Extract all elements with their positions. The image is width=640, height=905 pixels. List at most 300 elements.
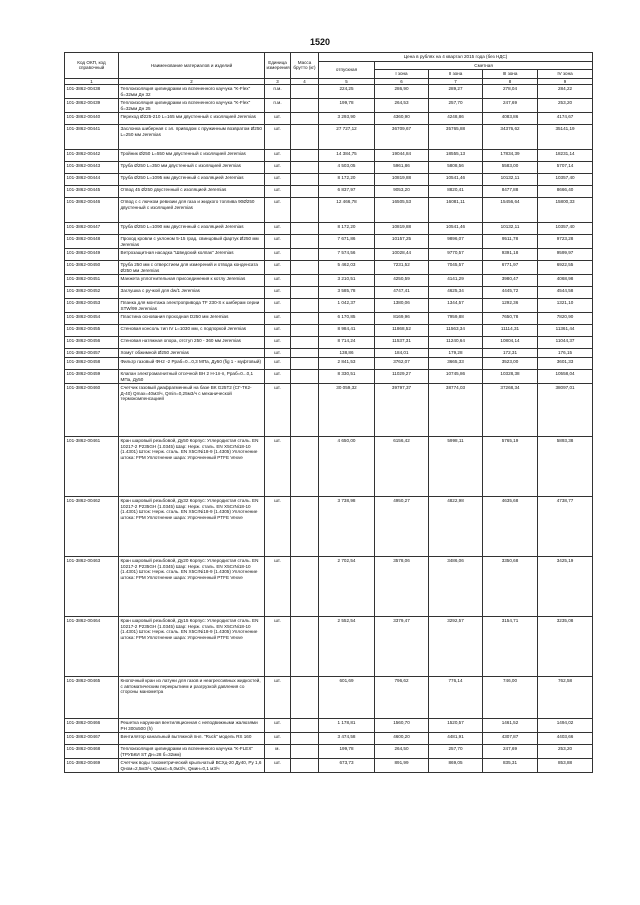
row-zone-iv-price: 5893,38 [538, 437, 593, 497]
row-unit: шт. [265, 677, 291, 719]
table-row [65, 299, 593, 313]
row-name: Ветрозащитная насадка "Шведский колпак" Jeremias [119, 249, 265, 261]
table-row [65, 249, 593, 261]
column-index: 2 [119, 78, 265, 85]
row-code: 101-3862-00467 [65, 733, 119, 745]
row-zone-iii-price: 9511,78 [483, 235, 538, 249]
row-zone-i-price: 1380,06 [375, 299, 429, 313]
row-release-price: 7 671,86 [319, 235, 375, 249]
row-zone-iv-price: 3601,33 [538, 358, 593, 370]
row-release-price: 2 841,53 [319, 358, 375, 370]
row-unit: шт. [265, 325, 291, 337]
row-zone-ii-price: 38774,03 [429, 384, 483, 437]
row-mass [291, 313, 319, 325]
row-mass [291, 677, 319, 719]
row-zone-iv-price: 284,22 [538, 85, 593, 99]
row-code: 101-3862-00464 [65, 617, 119, 677]
row-code: 101-3862-00441 [65, 125, 119, 150]
row-name: Фильтр газовый ФН2 -2 Рраб=0...0,3 МПа, Ду50 (fig 1 - муфтовый) [119, 358, 265, 370]
row-mass [291, 174, 319, 186]
header-zone-iii: III зона [483, 70, 538, 79]
row-zone-ii-price: 4625,34 [429, 287, 483, 299]
table-row [65, 261, 593, 275]
row-zone-iv-price: 4544,58 [538, 287, 593, 299]
row-unit: шт. [265, 275, 291, 287]
row-zone-ii-price: 16081,11 [429, 198, 483, 223]
row-release-price: 8 330,51 [319, 370, 375, 384]
row-unit: шт. [265, 299, 291, 313]
row-release-price: 30 059,32 [319, 384, 375, 437]
row-name: Вентилятор канальный вытяжной пнл. "Ruck" модель RS 160 [119, 733, 265, 745]
row-release-price: 224,25 [319, 85, 375, 99]
table-row [65, 162, 593, 174]
column-index: 5 [319, 78, 375, 85]
row-release-price: 138,86 [319, 349, 375, 358]
row-name: Теплоизоляция цилиндрами из вспененного каучука "K-FLEX" (ТРУБКИ ST Дн=28 б=32мм) [119, 745, 265, 759]
row-zone-i-price: 8169,96 [375, 313, 429, 325]
table-row [65, 99, 593, 113]
row-unit: шт. [265, 186, 291, 198]
row-zone-i-price: 891,99 [375, 759, 429, 773]
table-row [65, 358, 593, 370]
row-name: Отвод с с лючком ревизии для газа и жидкого топлива 90Ø250 двустенный с изоляцией Jeremias [119, 198, 265, 223]
row-code: 101-3862-00450 [65, 261, 119, 275]
row-zone-iii-price: 8477,88 [483, 186, 538, 198]
row-release-price: 5 462,03 [319, 261, 375, 275]
row-zone-ii-price: 18555,13 [429, 150, 483, 162]
row-zone-i-price: 10157,25 [375, 235, 429, 249]
header-mass: Масса брутто (кг) [291, 53, 319, 79]
row-zone-ii-price: 5998,11 [429, 437, 483, 497]
header-release: отпускная [319, 61, 375, 78]
row-zone-iii-price: 278,04 [483, 85, 538, 99]
row-zone-ii-price: 8820,41 [429, 186, 483, 198]
row-name: Клапан электромагнитный отсечной ВН 2 Н-1п-п, Рраб=0...0,1 МПа, Ду50 [119, 370, 265, 384]
row-unit: шт. [265, 617, 291, 677]
row-zone-i-price: 6156,42 [375, 437, 429, 497]
row-zone-iii-price: 172,31 [483, 349, 538, 358]
row-release-price: 2 702,54 [319, 557, 375, 617]
row-zone-ii-price: 776,14 [429, 677, 483, 719]
row-release-price: 3 585,78 [319, 287, 375, 299]
row-unit: шт. [265, 235, 291, 249]
table-row [65, 223, 593, 235]
row-mass [291, 186, 319, 198]
row-zone-i-price: 9053,20 [375, 186, 429, 198]
row-zone-i-price: 36709,67 [375, 125, 429, 150]
row-zone-ii-price: 257,70 [429, 99, 483, 113]
row-zone-ii-price: 35765,88 [429, 125, 483, 150]
header-zone-i: I зона [375, 70, 429, 79]
row-name: Труба Ø250 L=1090 мм двустенный с изоляцией Jeremias [119, 223, 265, 235]
row-zone-i-price: 11537,31 [375, 337, 429, 349]
row-zone-iv-price: 3235,08 [538, 617, 593, 677]
row-mass [291, 125, 319, 150]
row-unit: шт. [265, 313, 291, 325]
row-zone-ii-price: 289,27 [429, 85, 483, 99]
row-zone-i-price: 10028,44 [375, 249, 429, 261]
row-zone-iii-price: 5583,00 [483, 162, 538, 174]
row-unit: шт. [265, 261, 291, 275]
row-release-price: 8 984,41 [319, 325, 375, 337]
table-header [65, 53, 593, 85]
column-index: 7 [429, 78, 483, 85]
column-index: 6 [375, 78, 429, 85]
row-unit: шт. [265, 358, 291, 370]
table-row [65, 617, 593, 677]
row-zone-ii-price: 257,70 [429, 745, 483, 759]
row-zone-iv-price: 38097,01 [538, 384, 593, 437]
row-zone-iii-price: 10132,11 [483, 223, 538, 235]
column-index: 1 [65, 78, 119, 85]
table-row [65, 733, 593, 745]
column-index: 3 [265, 78, 291, 85]
row-zone-iv-price: 1494,02 [538, 719, 593, 733]
row-zone-iv-price: 18231,14 [538, 150, 593, 162]
row-name: Проход кровли с уклоном 5-15 град. свинцовый фартук Ø250 мм Jeremias [119, 235, 265, 249]
row-name: Отвод 45 Ø250 двустенный с изоляцией Jeremias [119, 186, 265, 198]
row-mass [291, 299, 319, 313]
row-release-price: 6 170,85 [319, 313, 375, 325]
row-zone-ii-price: 11563,34 [429, 325, 483, 337]
row-zone-i-price: 3578,06 [375, 557, 429, 617]
row-name: Кран шаровый резьбовой, Ду15 Корпус: Углеродистая сталь. EN 10217-2 P235GH (1.0345) Шар: Нерж. сталь. EN X5CrNi18-10 (1.4301) Шток: Нерж. сталь. EN X5CrNi18-9 (1.4305) Уплотнение штока: FPM Уплотнение шара: Упрочненный PTFE Vexve [119, 617, 265, 677]
row-release-price: 673,73 [319, 759, 375, 773]
row-code: 101-3862-00449 [65, 249, 119, 261]
table-row [65, 497, 593, 557]
row-zone-ii-price: 3486,06 [429, 557, 483, 617]
row-code: 101-3862-00452 [65, 287, 119, 299]
row-code: 101-3862-00456 [65, 337, 119, 349]
row-mass [291, 759, 319, 773]
row-mass [291, 557, 319, 617]
table-row [65, 235, 593, 249]
row-zone-iv-price: 11044,37 [538, 337, 593, 349]
row-zone-iv-price: 5707,14 [538, 162, 593, 174]
row-unit: шт. [265, 557, 291, 617]
row-release-price: 1 178,81 [319, 719, 375, 733]
row-code: 101-3862-00469 [65, 759, 119, 773]
row-name: Теплоизоляция цилиндрами из вспененного каучука "K-Flex" б=32мм Дн 25 [119, 99, 265, 113]
row-zone-iv-price: 3425,19 [538, 557, 593, 617]
table-row [65, 325, 593, 337]
row-zone-iv-price: 4738,77 [538, 497, 593, 557]
row-unit: шт. [265, 174, 291, 186]
row-zone-iv-price: 10558,04 [538, 370, 593, 384]
table-row [65, 150, 593, 162]
header-price: Цена в рублях на 4 квартал 2015 года (без НДС) [319, 53, 593, 62]
row-unit: шт. [265, 384, 291, 437]
row-mass [291, 370, 319, 384]
row-release-price: 1 042,37 [319, 299, 375, 313]
row-zone-iv-price: 10357,40 [538, 223, 593, 235]
row-zone-iii-price: 4307,87 [483, 733, 538, 745]
row-zone-iv-price: 4068,98 [538, 275, 593, 287]
row-mass [291, 99, 319, 113]
row-release-price: 3 210,51 [319, 275, 375, 287]
row-unit: шт. [265, 437, 291, 497]
row-name: Заслонка шиберная с эл. приводом с пружинным возвратом Ø250 L=250 мм Jeremias [119, 125, 265, 150]
row-name: Манжета уплотнительная присоединения к котлу Jeremias [119, 275, 265, 287]
row-code: 101-3862-00462 [65, 497, 119, 557]
row-zone-ii-price: 869,05 [429, 759, 483, 773]
row-zone-iv-price: 176,15 [538, 349, 593, 358]
row-zone-iv-price: 11361,44 [538, 325, 593, 337]
row-zone-iii-price: 1461,52 [483, 719, 538, 733]
row-mass [291, 85, 319, 99]
row-zone-iii-price: 7650,78 [483, 313, 538, 325]
row-zone-iii-price: 10328,38 [483, 370, 538, 384]
header-zone-ii: II зона [429, 70, 483, 79]
row-name: Хомут обжимной Ø250 Jeremias [119, 349, 265, 358]
header-name: Наименование материалов и изделий [119, 53, 265, 79]
row-zone-iii-price: 10804,14 [483, 337, 538, 349]
row-zone-iii-price: 746,00 [483, 677, 538, 719]
row-zone-iv-price: 253,20 [538, 745, 593, 759]
row-zone-iii-price: 10132,11 [483, 174, 538, 186]
row-zone-i-price: 184,01 [375, 349, 429, 358]
row-code: 101-3862-00459 [65, 370, 119, 384]
row-release-price: 27 727,12 [319, 125, 375, 150]
row-mass [291, 358, 319, 370]
row-mass [291, 275, 319, 287]
row-zone-i-price: 11868,52 [375, 325, 429, 337]
table-row [65, 384, 593, 437]
row-zone-iii-price: 3523,00 [483, 358, 538, 370]
row-mass [291, 287, 319, 299]
row-zone-iv-price: 6922,55 [538, 261, 593, 275]
header-zone-iv: IV зона [538, 70, 593, 79]
table-row [65, 677, 593, 719]
table-row [65, 198, 593, 223]
row-zone-iii-price: 835,31 [483, 759, 538, 773]
row-zone-ii-price: 1520,57 [429, 719, 483, 733]
row-unit: шт. [265, 113, 291, 125]
row-zone-iv-price: 4403,66 [538, 733, 593, 745]
column-index: 8 [483, 78, 538, 85]
row-zone-i-price: 1560,70 [375, 719, 429, 733]
row-name: Тройник Ø250 L=550 мм двустенный с изоляцией Jeremias [119, 150, 265, 162]
header-unit: Единица измерения [265, 53, 291, 79]
row-zone-ii-price: 5808,56 [429, 162, 483, 174]
row-code: 101-3862-00438 [65, 85, 119, 99]
row-zone-ii-price: 4141,29 [429, 275, 483, 287]
row-unit: шт. [265, 497, 291, 557]
row-zone-iii-price: 247,69 [483, 745, 538, 759]
row-zone-i-price: 16505,53 [375, 198, 429, 223]
row-unit: шт. [265, 349, 291, 358]
row-zone-iv-price: 4174,67 [538, 113, 593, 125]
row-code: 101-3862-00451 [65, 275, 119, 287]
row-zone-i-price: 4360,90 [375, 113, 429, 125]
row-zone-i-price: 264,53 [375, 99, 429, 113]
row-zone-i-price: 5961,86 [375, 162, 429, 174]
row-zone-iii-price: 247,69 [483, 99, 538, 113]
row-code: 101-3862-00439 [65, 99, 119, 113]
row-zone-ii-price: 3292,57 [429, 617, 483, 677]
row-zone-ii-price: 1344,57 [429, 299, 483, 313]
row-mass [291, 349, 319, 358]
row-name: Кран шаровый резьбовой, Ду50 Корпус: Углеродистая сталь. EN 10217-2 P235GH (1.0345) Шар: Нерж. сталь. EN X5CrNi18-10 (1.4301) Шток: Нерж. сталь. EN X5CrNi18-9 (1.4305) Уплотнение штока: FPM Уплотнение шара: Упрочненный PTFE Vexve [119, 437, 265, 497]
table-row [65, 370, 593, 384]
table-row [65, 557, 593, 617]
row-mass [291, 261, 319, 275]
row-mass [291, 497, 319, 557]
row-name: Теплоизоляция цилиндрами из вспененного каучука "K-Flex" б=32мм Дн 32 [119, 85, 265, 99]
table-row [65, 186, 593, 198]
row-mass [291, 617, 319, 677]
row-zone-iii-price: 4083,86 [483, 113, 538, 125]
row-name: Заглушка с ручкой для dw/1 Jeremias [119, 287, 265, 299]
row-zone-iv-price: 8666,40 [538, 186, 593, 198]
row-mass [291, 249, 319, 261]
row-unit: м. [265, 745, 291, 759]
row-release-price: 3 738,98 [319, 497, 375, 557]
row-code: 101-3862-00454 [65, 313, 119, 325]
row-zone-iii-price: 9391,18 [483, 249, 538, 261]
row-code: 101-3862-00444 [65, 174, 119, 186]
row-release-price: 8 714,24 [319, 337, 375, 349]
row-zone-i-price: 7231,52 [375, 261, 429, 275]
row-zone-ii-price: 11240,64 [429, 337, 483, 349]
row-name: Счетчик газовый диафрагменный на базе ВК G25Т2 (СГ-ТК2-Д-40) Qmax=40м3/ч, Qmin=0,25м3/ч с механической термокомпенсацией [119, 384, 265, 437]
table-row [65, 287, 593, 299]
column-index: 4 [291, 78, 319, 85]
row-release-price: 2 552,54 [319, 617, 375, 677]
row-zone-ii-price: 3665,33 [429, 358, 483, 370]
row-zone-ii-price: 10541,46 [429, 174, 483, 186]
row-code: 101-3862-00463 [65, 557, 119, 617]
row-zone-i-price: 11029,27 [375, 370, 429, 384]
row-zone-iii-price: 3350,68 [483, 557, 538, 617]
table-body [65, 85, 593, 773]
row-release-price: 6 837,97 [319, 186, 375, 198]
row-name: Планка для монтажа электропривода TF 230-S к шиберам серии STW/99 Jeremias [119, 299, 265, 313]
row-mass [291, 384, 319, 437]
row-zone-i-price: 10819,88 [375, 223, 429, 235]
row-unit: шт. [265, 223, 291, 235]
row-code: 101-3862-00468 [65, 745, 119, 759]
row-zone-ii-price: 4248,86 [429, 113, 483, 125]
row-name: Труба 250 мм с отверстием для измерений и отвода конденсата Ø250 мм Jeremias [119, 261, 265, 275]
row-mass [291, 198, 319, 223]
row-code: 101-3862-00443 [65, 162, 119, 174]
row-release-price: 199,78 [319, 745, 375, 759]
row-mass [291, 733, 319, 745]
row-name: Стеновая консоль тип IV L=1030 мм, с подпоркой Jeremias [119, 325, 265, 337]
row-release-price: 14 384,75 [319, 150, 375, 162]
row-release-price: 8 172,20 [319, 223, 375, 235]
row-name: Кнопочный кран из латуни для газов и неагрессивных жидкостей, с автоматическим перекрытием и разгрузкой давления со стороны манометра [119, 677, 265, 719]
row-code: 101-3862-00440 [65, 113, 119, 125]
row-zone-iv-price: 9599,97 [538, 249, 593, 261]
row-zone-ii-price: 4481,91 [429, 733, 483, 745]
row-unit: шт. [265, 198, 291, 223]
row-name: Пластина основания проходная D250 мм Jeremias [119, 313, 265, 325]
row-code: 101-3862-00442 [65, 150, 119, 162]
row-code: 101-3862-00460 [65, 384, 119, 437]
row-release-price: 3 293,90 [319, 113, 375, 125]
row-name: Труба Ø250 L=350 мм двустенный с изоляцией Jeremias [119, 162, 265, 174]
row-unit: шт. [265, 370, 291, 384]
row-zone-iii-price: 34376,62 [483, 125, 538, 150]
row-zone-ii-price: 9770,57 [429, 249, 483, 261]
row-name: Труба Ø250 L=1095 мм двустенный с изоляцией Jeremias [119, 174, 265, 186]
row-zone-ii-price: 9896,07 [429, 235, 483, 249]
row-zone-iv-price: 762,58 [538, 677, 593, 719]
row-zone-iv-price: 15800,33 [538, 198, 593, 223]
row-zone-i-price: 796,62 [375, 677, 429, 719]
row-code: 101-3862-00453 [65, 299, 119, 313]
row-mass [291, 162, 319, 174]
row-code: 101-3862-00461 [65, 437, 119, 497]
table-row [65, 174, 593, 186]
row-zone-i-price: 286,90 [375, 85, 429, 99]
row-unit: п.м. [265, 99, 291, 113]
row-zone-iv-price: 35141,19 [538, 125, 593, 150]
row-zone-iii-price: 37268,34 [483, 384, 538, 437]
column-index: 9 [538, 78, 593, 85]
row-zone-iv-price: 7820,90 [538, 313, 593, 325]
row-unit: шт. [265, 733, 291, 745]
row-unit: п.м. [265, 85, 291, 99]
row-unit: шт. [265, 759, 291, 773]
header-estimate: Сметная [375, 61, 593, 70]
row-zone-iv-price: 253,20 [538, 99, 593, 113]
row-release-price: 4 650,00 [319, 437, 375, 497]
row-mass [291, 745, 319, 759]
row-release-price: 7 574,56 [319, 249, 375, 261]
row-mass [291, 235, 319, 249]
table-row [65, 125, 593, 150]
row-code: 101-3862-00447 [65, 223, 119, 235]
table-row [65, 349, 593, 358]
row-zone-i-price: 4250,59 [375, 275, 429, 287]
row-zone-i-price: 4950,27 [375, 497, 429, 557]
row-mass [291, 150, 319, 162]
row-zone-iii-price: 4635,68 [483, 497, 538, 557]
row-mass [291, 325, 319, 337]
row-name: Кран шаровый резьбовой, Ду32 Корпус: Углеродистая сталь. EN 10217-2 P235GH (1.0345) Шар: Нерж. сталь. EN X5CrNi18-10 (1.4301) Шток: Нерж. сталь. EN X5CrNi18-9 (1.4305) Уплотнение штока: FPM Уплотнение шара: Упрочненный PTFE Vexve [119, 497, 265, 557]
row-zone-i-price: 3379,47 [375, 617, 429, 677]
row-code: 101-3862-00465 [65, 677, 119, 719]
row-zone-i-price: 3762,07 [375, 358, 429, 370]
row-mass [291, 223, 319, 235]
row-name: Кран шаровый резьбовой, Ду20 Корпус: Углеродистая сталь. EN 10217-2 P235GH (1.0345) Шар: Нерж. сталь. EN X5CrNi18-10 (1.4301) Шток: Нерж. сталь. EN X5CrNi18-9 (1.4305) Уплотнение штока: FPM Уплотнение шара: Упрочненный PTFE Vexve [119, 557, 265, 617]
row-code: 101-3862-00455 [65, 325, 119, 337]
row-name: Счетчик воды тахометрический крыльчатый ВСХд-20 Ду40, Ру 1,6 Qном=2,5м3/ч, Qмакс=5,0м3/ч, Qмин=0,1 м3/ч [119, 759, 265, 773]
row-zone-ii-price: 10541,46 [429, 223, 483, 235]
row-zone-iii-price: 3980,47 [483, 275, 538, 287]
row-zone-i-price: 4600,20 [375, 733, 429, 745]
row-zone-ii-price: 7959,88 [429, 313, 483, 325]
table-row [65, 437, 593, 497]
header-code: Код ОКП, код справочный [65, 53, 119, 79]
row-release-price: 4 503,05 [319, 162, 375, 174]
row-zone-iii-price: 1292,36 [483, 299, 538, 313]
row-zone-iv-price: 853,88 [538, 759, 593, 773]
row-name: Стеновая натяжная опора, отступ 250 - 360 мм Jeremias [119, 337, 265, 349]
row-mass [291, 113, 319, 125]
row-zone-iii-price: 11114,31 [483, 325, 538, 337]
row-zone-iv-price: 1321,10 [538, 299, 593, 313]
row-zone-iii-price: 5765,19 [483, 437, 538, 497]
row-release-price: 12 466,78 [319, 198, 375, 223]
row-zone-i-price: 19044,84 [375, 150, 429, 162]
price-table [64, 52, 593, 773]
row-zone-iii-price: 4445,72 [483, 287, 538, 299]
row-code: 101-3862-00445 [65, 186, 119, 198]
